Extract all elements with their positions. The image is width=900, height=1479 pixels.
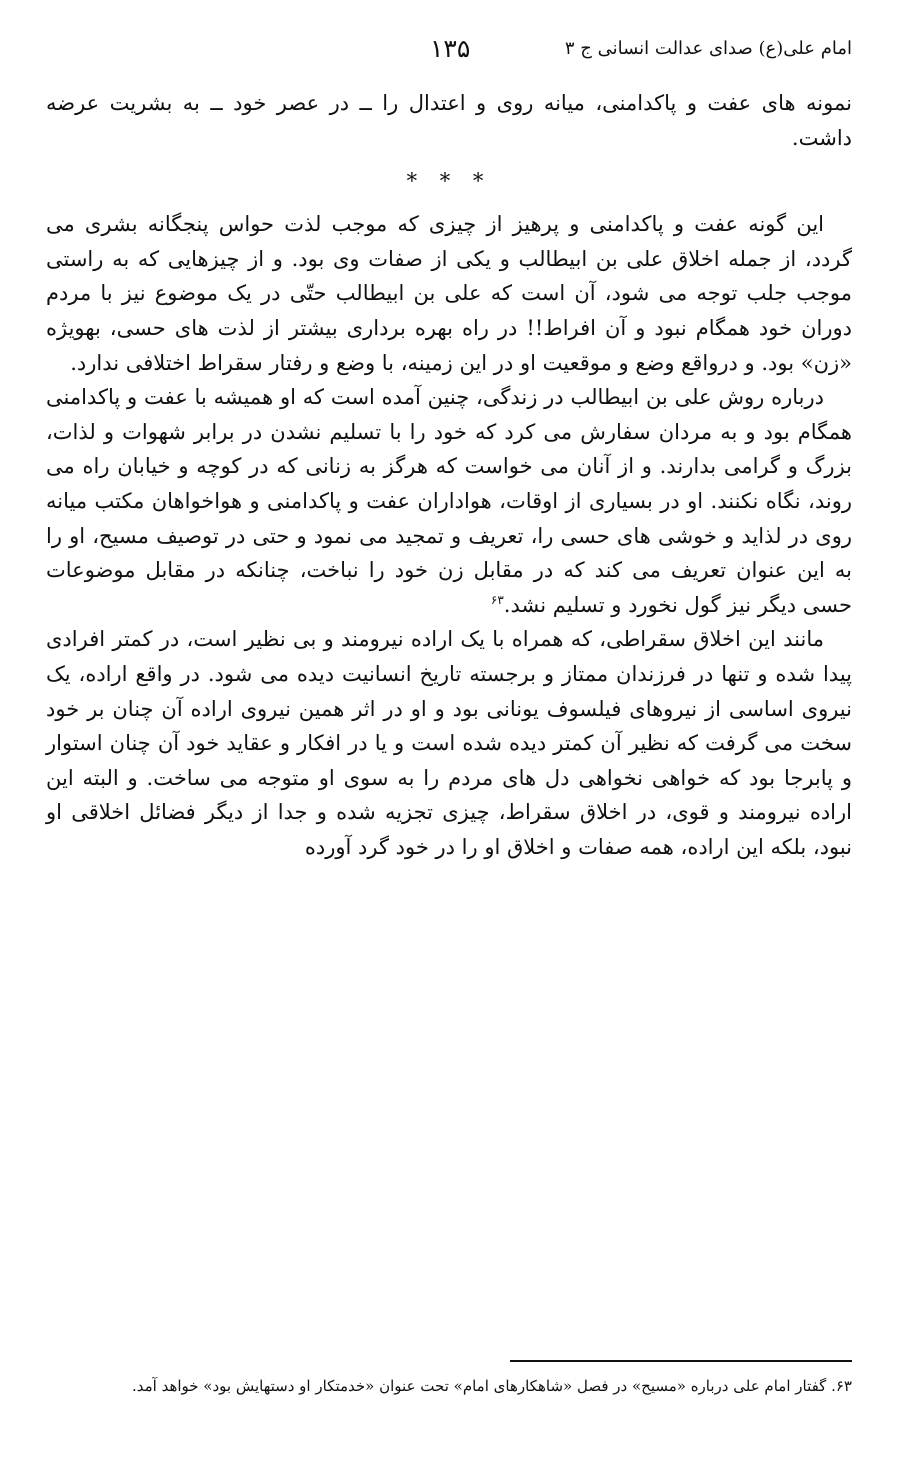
paragraph-3-text: درباره روش علی بن ابیطالب در زندگی، چنین آمده است که او همیشه با عفت و پاکدامنی همگام بود و به مردان سفارش می کرد که خود را با تسلیم نشدن در برابر شهوات و لذات، بزرگ و گرامی بدارند. و از آنان می خواست که هرگز به زنانی که در کوچه و خیابان راه می روند، نگاه نکنند. او در بسیاری از اوقات، هواداران عفت و پاکدامنی و هواخواهان مکتب میانه روی در لذاید و خوشی های حسی را، تعریف و تمجید می نمود و حتی در توصیف مسیح، او را به این عنوان تعریف می کند که در مقابل زن خود را نباخت، چنانکه در مقابل موضوعات حسی دیگر نیز گول نخورد و تسلیم نشد. — [46, 385, 852, 617]
section-separator: * * * — [406, 169, 492, 194]
paragraph-4: مانند این اخلاق سقراطی، که همراه با یک اراده نیرومند و بی نظیر است، در کمتر افرادی پیدا شده و تنها در فرزندان ممتاز و برجسته تاریخ انسانیت دیده می شود. در واقع اراده، یک نیروی اساسی از نیروهای فیلسوف یونانی بود و او در اثر همین نیروی اراده آن چنان بر خود سخت می گرفت که نظیر آن کمتر دیده شده است و یا در افکار و عقاید خود آن چنان استوار و پابرجا بود که خواهی نخواهی دل های مردم را به سوی او متوجه می ساخت. و البته این اراده نیرومند و قوی، در اخلاق سقراط، چیزی تجزیه شده و جدا از دیگر فضائل اخلاقی او نبود، بلکه این اراده، همه صفات و اخلاق او را در خود گرد آورده — [46, 627, 852, 859]
footnote: ۶۳. گفتار امام علی درباره «مسیح» در فصل «شاهکارهای امام» تحت عنوان «خدمتکار او دستهایش بود» خواهد آمد. — [131, 1377, 852, 1395]
paragraph-1: نمونه های عفت و پاکدامنی، میانه روی و اعتدال را ــ در عصر خود ــ به بشریت عرضه داشت. — [46, 91, 852, 150]
running-title: امام علی(ع) صدای عدالت انسانی ج ۳ — [564, 38, 852, 59]
page-number: ۱۳۵ — [430, 34, 471, 63]
footnote-reference[interactable]: ۶۳ — [490, 592, 504, 607]
footnote-divider — [510, 1360, 852, 1362]
paragraph-3 — [46, 380, 852, 622]
page-header — [40, 34, 852, 68]
body-text — [46, 86, 852, 864]
paragraph-2: این گونه عفت و پاکدامنی و پرهیز از چیزی که موجب لذت حواس پنجگانه بشری می گردد، از جمله اخلاق علی بن ابیطالب و یکی از صفات وی بود. و از چیزهایی که به راستی موجب جلب توجه می شود، آن است که علی بن ابیطالب حتّی در یک موضوع نیز با مردم دوران خود همگام نبود و آن افراط!! در راه بهره برداری بیشتر از لذت های حسی، بهویژه «زن» بود. و درواقع وضع و موقعیت او در این زمینه، با وضع و رفتار سقراط اختلافی ندارد. — [46, 212, 852, 375]
